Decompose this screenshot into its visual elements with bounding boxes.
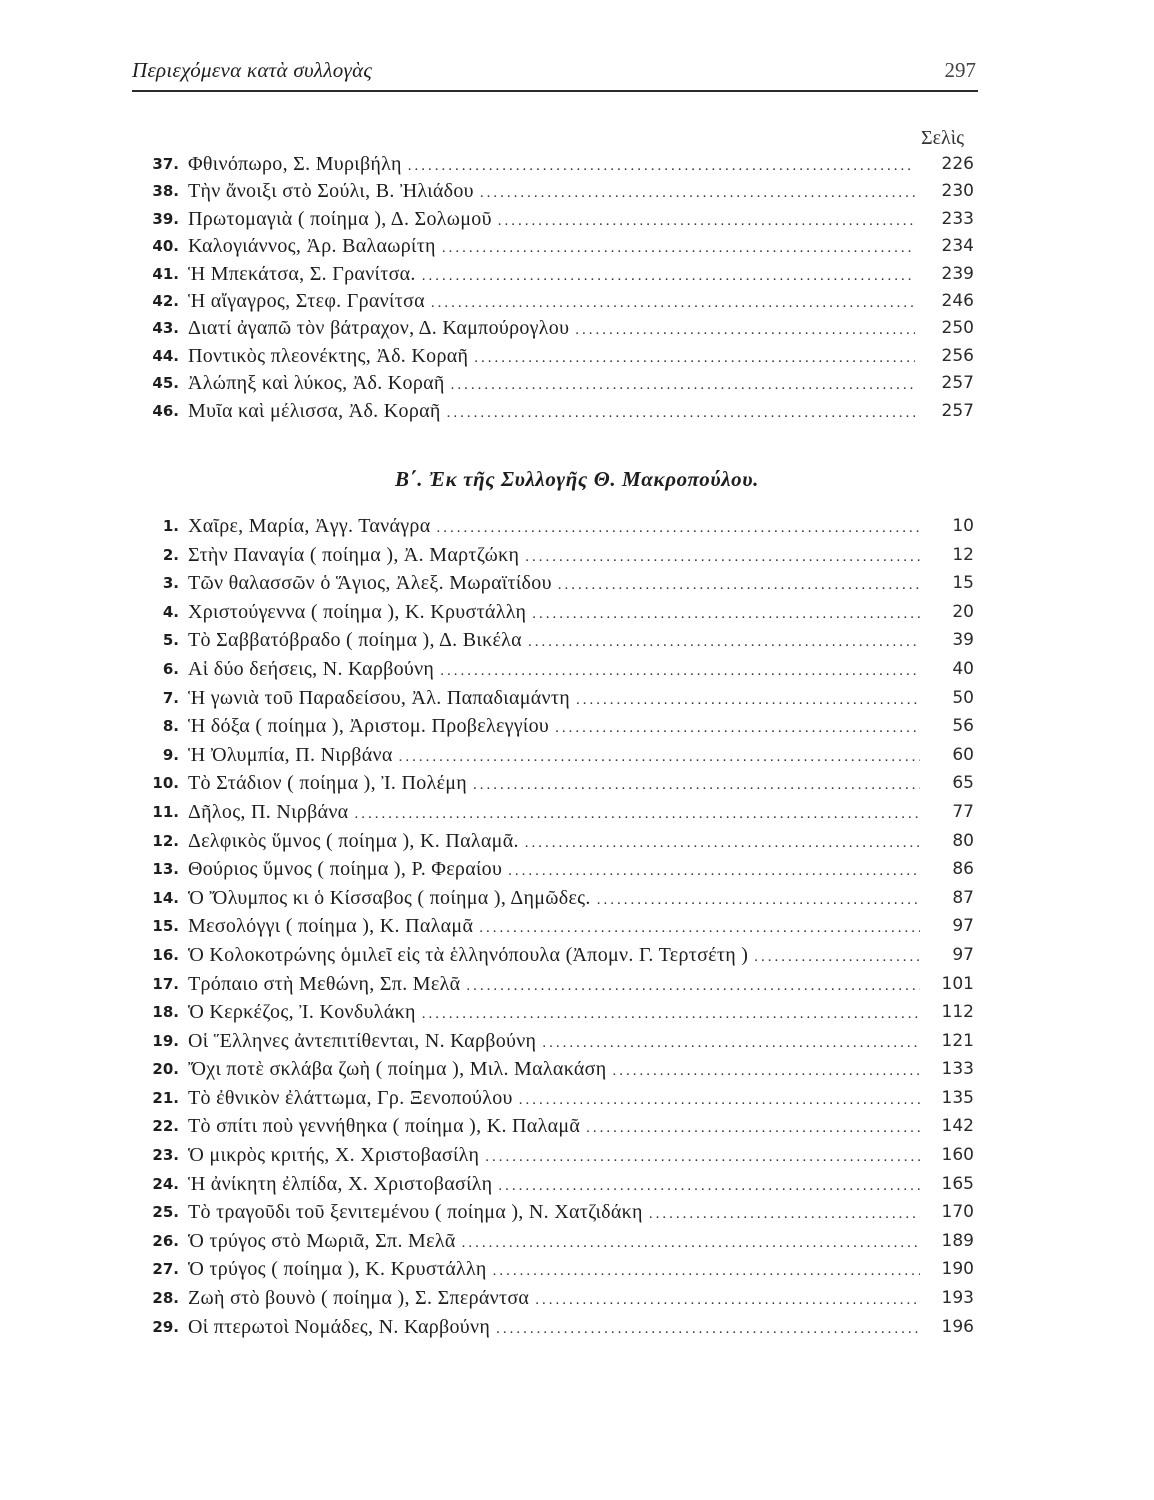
entry-title: Ὄχι ποτὲ σκλάβα ζωὴ ( ποίημα ), Μιλ. Μαλακάση: [188, 1058, 607, 1081]
dot-leader: [754, 943, 920, 971]
entry-line: [188, 998, 920, 1028]
toc-entry: [0, 941, 1154, 970]
toc-entry: [0, 541, 1154, 570]
toc-entry: [0, 512, 1154, 541]
entry-title: Ὁ Ὄλυμπος κι ὁ Κίσσαβος ( ποίημα ), Δημῶδες.: [188, 886, 591, 909]
entry-page: 257: [941, 373, 974, 394]
entry-line: [188, 398, 915, 427]
dot-leader: [422, 1000, 920, 1028]
toc-entry: [0, 884, 1154, 913]
dot-leader: [354, 800, 920, 828]
toc-entry: [0, 398, 1154, 425]
dot-leader: [408, 153, 915, 180]
entry-page: 97: [952, 944, 974, 965]
entry-number: 43.: [152, 319, 179, 338]
entry-number: 9.: [162, 745, 179, 764]
entry-page: 60: [952, 744, 974, 765]
dot-leader: [466, 972, 920, 1000]
entry-line: [188, 541, 920, 571]
page-column-label: Σελὶς: [920, 127, 964, 149]
entry-line: [188, 598, 920, 628]
toc-entry: [0, 1313, 1154, 1342]
entry-line: [188, 1170, 920, 1200]
entry-number: 15.: [152, 917, 179, 936]
toc-entry: [0, 206, 1154, 233]
entry-number: 10.: [152, 774, 179, 793]
dot-leader: [519, 1086, 920, 1114]
entry-page: 112: [941, 1002, 974, 1023]
toc-entry: [0, 1227, 1154, 1256]
entry-line: [188, 1112, 920, 1142]
dot-leader: [555, 714, 920, 742]
entry-title: Θούριος ὕμνος ( ποίημα ), Ρ. Φεραίου: [188, 858, 503, 881]
entry-number: 14.: [152, 888, 179, 907]
entry-line: [188, 233, 915, 262]
entry-title: Ἡ γωνιὰ τοῦ Παραδείσου, Ἀλ. Παπαδιαμάντη: [188, 686, 570, 709]
dot-leader: [496, 1315, 920, 1343]
toc-entry: [0, 1055, 1154, 1084]
entry-number: 44.: [152, 346, 179, 365]
entry-page: 189: [941, 1230, 974, 1251]
toc-entry: [0, 598, 1154, 627]
dot-leader: [399, 743, 920, 771]
entry-page: 165: [941, 1173, 974, 1194]
toc-entry: [0, 569, 1154, 598]
entry-page: 135: [941, 1087, 974, 1108]
toc-entry: [0, 1255, 1154, 1284]
toc-entry: [0, 626, 1154, 655]
entry-line: [188, 798, 920, 828]
entry-page: 10: [952, 516, 974, 536]
dot-leader: [422, 263, 915, 290]
entry-page: 133: [941, 1059, 974, 1080]
entry-line: [188, 1284, 920, 1314]
entry-title: Τὸ Στάδιον ( ποίημα ), Ἰ. Πολέμη: [188, 772, 468, 795]
section-heading: Β΄. Ἐκ τῆς Συλλογῆς Θ. Μακροπούλου.: [395, 467, 759, 491]
entry-line: [188, 1084, 920, 1114]
entry-page: 193: [941, 1288, 974, 1309]
entry-number: 13.: [152, 860, 179, 879]
toc-entry: [0, 233, 1154, 260]
entry-page: 97: [952, 916, 974, 937]
entry-line: [188, 1141, 920, 1171]
entry-page: 80: [952, 830, 974, 851]
entry-title: Τὸ ἐθνικὸν ἐλάττωμα, Γρ. Ξενοπούλου: [188, 1086, 513, 1109]
entry-title: Ἡ δόξα ( ποίημα ), Ἀριστομ. Προβελεγγίου: [188, 715, 550, 738]
entry-title: Οἱ πτερωτοὶ Νομάδες, Ν. Καρβούνη: [188, 1315, 491, 1338]
toc-list-section-b: [0, 512, 1154, 1341]
entry-title: Ποντικὸς πλεονέκτης, Ἀδ. Κοραῆ: [188, 344, 469, 367]
entry-line: [188, 315, 915, 344]
entry-page: 233: [941, 208, 974, 229]
entry-number: 38.: [152, 182, 179, 201]
entry-number: 16.: [152, 945, 179, 964]
entry-number: 3.: [162, 574, 179, 593]
entry-title: Τὸ σπίτι ποὺ γεννήθηκα ( ποίημα ), Κ. Παλαμᾶ: [188, 1115, 581, 1138]
dot-leader: [436, 514, 920, 542]
entry-line: [188, 684, 920, 714]
entry-line: [188, 827, 920, 857]
toc-entry: [0, 684, 1154, 713]
toc-entry: [0, 370, 1154, 397]
toc-entry: [0, 855, 1154, 884]
dot-leader: [597, 886, 920, 914]
entry-line: [188, 1313, 920, 1343]
dot-leader: [525, 543, 920, 571]
toc-entry: [0, 1170, 1154, 1199]
dot-leader: [440, 657, 920, 685]
entry-line: [188, 712, 920, 742]
entry-title: Διατί ἀγαπῶ τὸν βάτραχον, Δ. Καμπούρογλου: [188, 317, 570, 340]
entry-title: Χριστούγεννα ( ποίημα ), Κ. Κρυστάλλη: [188, 600, 527, 623]
entry-title: Τὸ τραγοῦδι τοῦ ξενιτεμένου ( ποίημα ), Ν. Χατζιδάκη: [188, 1201, 643, 1224]
entry-title: Ἡ Ὀλυμπία, Π. Νιρβάνα: [188, 743, 393, 766]
entry-title: Τὴν ἄνοιξι στὸ Σούλι, Β. Ἠλιάδου: [188, 180, 474, 203]
dot-leader: [535, 1286, 920, 1314]
entry-number: 40.: [152, 237, 179, 256]
entry-page: 40: [952, 658, 974, 679]
entry-page: 77: [952, 801, 974, 822]
dot-leader: [532, 600, 920, 628]
dot-leader: [485, 1143, 920, 1171]
entry-page: 226: [941, 154, 974, 174]
entry-page: 121: [941, 1030, 974, 1051]
entry-number: 37.: [152, 155, 179, 173]
entry-page: 87: [952, 887, 974, 908]
entry-line: [188, 151, 915, 180]
entry-page: 190: [941, 1259, 974, 1280]
toc-entry: [0, 827, 1154, 856]
entry-line: [188, 261, 915, 290]
entry-title: Ὁ τρύγος ( ποίημα ), Κ. Κρυστάλλη: [188, 1258, 487, 1281]
dot-leader: [442, 235, 915, 262]
dot-leader: [498, 208, 915, 235]
toc-entry: [0, 178, 1154, 205]
entry-line: [188, 343, 915, 372]
toc-entry: [0, 998, 1154, 1027]
entry-number: 1.: [162, 517, 179, 535]
entry-number: 12.: [152, 831, 179, 850]
entry-page: 234: [941, 236, 974, 257]
entry-title: Ἡ ἀνίκητη ἐλπίδα, Χ. Χριστοβασίλη: [188, 1172, 493, 1195]
entry-title: Αἱ δύο δεήσεις, Ν. Καρβούνη: [188, 657, 435, 680]
entry-title: Μεσολόγγι ( ποίημα ), Κ. Παλαμᾶ: [188, 915, 474, 938]
entry-title: Στὴν Παναγία ( ποίημα ), Ἀ. Μαρτζώκη: [188, 543, 520, 566]
dot-leader: [528, 628, 920, 656]
entry-title: Ζωὴ στὸ βουνὸ ( ποίημα ), Σ. Σπεράντσα: [188, 1287, 530, 1310]
entry-number: 42.: [152, 291, 179, 310]
entry-number: 6.: [162, 659, 179, 678]
entry-number: 2.: [162, 545, 179, 564]
entry-number: 7.: [162, 688, 179, 707]
toc-entry: [0, 1112, 1154, 1141]
entry-title: Μυῖα καὶ μέλισσα, Ἀδ. Κοραῆ: [188, 399, 441, 422]
dot-leader: [649, 1200, 920, 1228]
toc-entry: [0, 288, 1154, 315]
entry-page: 170: [941, 1202, 974, 1223]
toc-entry: [0, 1027, 1154, 1056]
entry-page: 20: [952, 601, 974, 622]
dot-leader: [586, 1114, 920, 1142]
entry-line: [188, 1198, 920, 1228]
entry-line: [188, 370, 915, 399]
toc-entry: [0, 712, 1154, 741]
entry-title: Ἡ Μπεκάτσα, Σ. Γρανίτσα.: [188, 262, 416, 285]
entry-title: Ἡ αἴγαγρος, Στεφ. Γρανίτσα: [188, 289, 425, 312]
dot-leader: [462, 1229, 920, 1257]
entry-title: Χαῖρε, Μαρία, Ἀγγ. Τανάγρα: [188, 515, 431, 537]
dot-leader: [575, 317, 915, 344]
entry-title: Οἱ Ἕλληνες ἀντεπιτίθενται, Ν. Καρβούνη: [188, 1029, 537, 1052]
dot-leader: [474, 345, 915, 372]
dot-leader: [493, 1257, 920, 1285]
dot-leader: [613, 1057, 920, 1085]
dot-leader: [525, 829, 920, 857]
entry-page: 246: [941, 290, 974, 311]
entry-line: [188, 912, 920, 942]
entry-line: [188, 178, 915, 207]
entry-number: 8.: [162, 717, 179, 736]
entry-title: Ὁ τρύγος στὸ Μωριᾶ, Σπ. Μελᾶ: [188, 1229, 456, 1252]
entry-title: Φθινόπωρο, Σ. Μυριβήλη: [188, 153, 402, 175]
entry-line: [188, 941, 920, 971]
dot-leader: [451, 372, 915, 399]
entry-number: 46.: [152, 401, 179, 420]
dot-leader: [508, 857, 920, 885]
entry-number: 24.: [152, 1174, 179, 1193]
toc-entry: [0, 1141, 1154, 1170]
entry-line: [188, 569, 920, 599]
toc-entry: [0, 741, 1154, 770]
entry-line: [188, 1027, 920, 1057]
toc-entry: [0, 769, 1154, 798]
entry-line: [188, 769, 920, 799]
dot-leader: [576, 686, 920, 714]
page-number: 297: [944, 58, 976, 82]
entry-title: Δῆλος, Π. Νιρβάνα: [188, 800, 349, 823]
toc-entry: [0, 970, 1154, 999]
toc-entry: [0, 1284, 1154, 1313]
entry-line: [188, 288, 915, 317]
entry-page: 230: [941, 181, 974, 202]
entry-line: [188, 741, 920, 771]
entry-number: 11.: [152, 802, 179, 821]
entry-title: Τὸ Σαββατόβραδο ( ποίημα ), Δ. Βικέλα: [188, 629, 522, 652]
entry-page: 142: [941, 1116, 974, 1137]
entry-page: 160: [941, 1145, 974, 1166]
dot-leader: [480, 180, 915, 207]
entry-page: 65: [952, 773, 974, 794]
running-title: Περιεχόμενα κατὰ συλλογὰς: [132, 58, 373, 82]
entry-number: 22.: [152, 1117, 179, 1136]
entry-page: 15: [952, 573, 974, 594]
dot-leader: [498, 1172, 920, 1200]
entry-title: Τρόπαιο στὴ Μεθώνη, Σπ. Μελᾶ: [188, 972, 461, 995]
entry-line: [188, 970, 920, 1000]
entry-page: 257: [941, 400, 974, 421]
entry-number: 39.: [152, 209, 179, 228]
entry-number: 41.: [152, 264, 179, 283]
entry-number: 23.: [152, 1146, 179, 1165]
entry-line: [188, 1227, 920, 1257]
entry-number: 29.: [152, 1317, 179, 1336]
entry-line: [188, 1055, 920, 1085]
toc-entry: [0, 655, 1154, 684]
entry-title: Ἀλώπηξ καὶ λύκος, Ἀδ. Κοραῆ: [188, 372, 445, 395]
toc-entry: [0, 1198, 1154, 1227]
entry-line: [188, 655, 920, 685]
entry-page: 50: [952, 687, 974, 708]
toc-entry: [0, 912, 1154, 941]
entry-page: 239: [941, 263, 974, 284]
entry-line: [188, 884, 920, 914]
entry-line: [188, 1255, 920, 1285]
entry-page: 86: [952, 859, 974, 880]
entry-line: [188, 626, 920, 656]
entry-page: 250: [941, 318, 974, 339]
dot-leader: [558, 571, 920, 599]
entry-number: 17.: [152, 974, 179, 993]
dot-leader: [431, 290, 915, 317]
entry-number: 27.: [152, 1260, 179, 1279]
dot-leader: [447, 400, 915, 427]
toc-entry: [0, 343, 1154, 370]
entry-line: [188, 855, 920, 885]
entry-line: [188, 512, 920, 542]
toc-entry: [0, 151, 1154, 178]
dot-leader: [473, 771, 920, 799]
entry-number: 45.: [152, 374, 179, 393]
toc-entry: [0, 261, 1154, 288]
entry-number: 4.: [162, 602, 179, 621]
toc-entry: [0, 315, 1154, 342]
toc-entry: [0, 798, 1154, 827]
dot-leader: [479, 914, 920, 942]
dot-leader: [542, 1029, 920, 1057]
entry-number: 5.: [162, 631, 179, 650]
entry-number: 28.: [152, 1289, 179, 1308]
entry-number: 26.: [152, 1231, 179, 1250]
entry-number: 25.: [152, 1203, 179, 1222]
entry-title: Τῶν θαλασσῶν ὁ Ἅγιος, Ἀλεξ. Μωραϊτίδου: [188, 572, 552, 595]
entry-page: 256: [941, 345, 974, 366]
entry-title: Ὁ Κολοκοτρώνης ὁμιλεῖ εἰς τὰ ἑλληνόπουλα (Ἀπομν. Γ. Τερτσέτη ): [188, 943, 749, 966]
entry-title: Δελφικὸς ὕμνος ( ποίημα ), Κ. Παλαμᾶ.: [188, 829, 519, 852]
entry-page: 12: [952, 544, 974, 565]
entry-number: 19.: [152, 1031, 179, 1050]
entry-title: Ὁ Κερκέζος, Ἰ. Κονδυλάκη: [188, 1001, 416, 1024]
entry-page: 39: [952, 630, 974, 651]
entry-line: [188, 206, 915, 235]
entry-title: Πρωτομαγιὰ ( ποίημα ), Δ. Σολωμοῦ: [188, 207, 492, 230]
entry-title: Ὁ μικρὸς κριτής, Χ. Χριστοβασίλη: [188, 1144, 480, 1167]
entry-page: 101: [941, 973, 974, 994]
entry-title: Καλογιάννος, Ἀρ. Βαλαωρίτη: [188, 235, 436, 258]
toc-entry: [0, 1084, 1154, 1113]
page-header: [132, 58, 978, 92]
entry-number: 18.: [152, 1003, 179, 1022]
entry-page: 56: [952, 716, 974, 737]
entry-number: 21.: [152, 1088, 179, 1107]
entry-number: 20.: [152, 1060, 179, 1079]
entry-page: 196: [941, 1316, 974, 1337]
toc-list-section-a: [0, 151, 1154, 425]
